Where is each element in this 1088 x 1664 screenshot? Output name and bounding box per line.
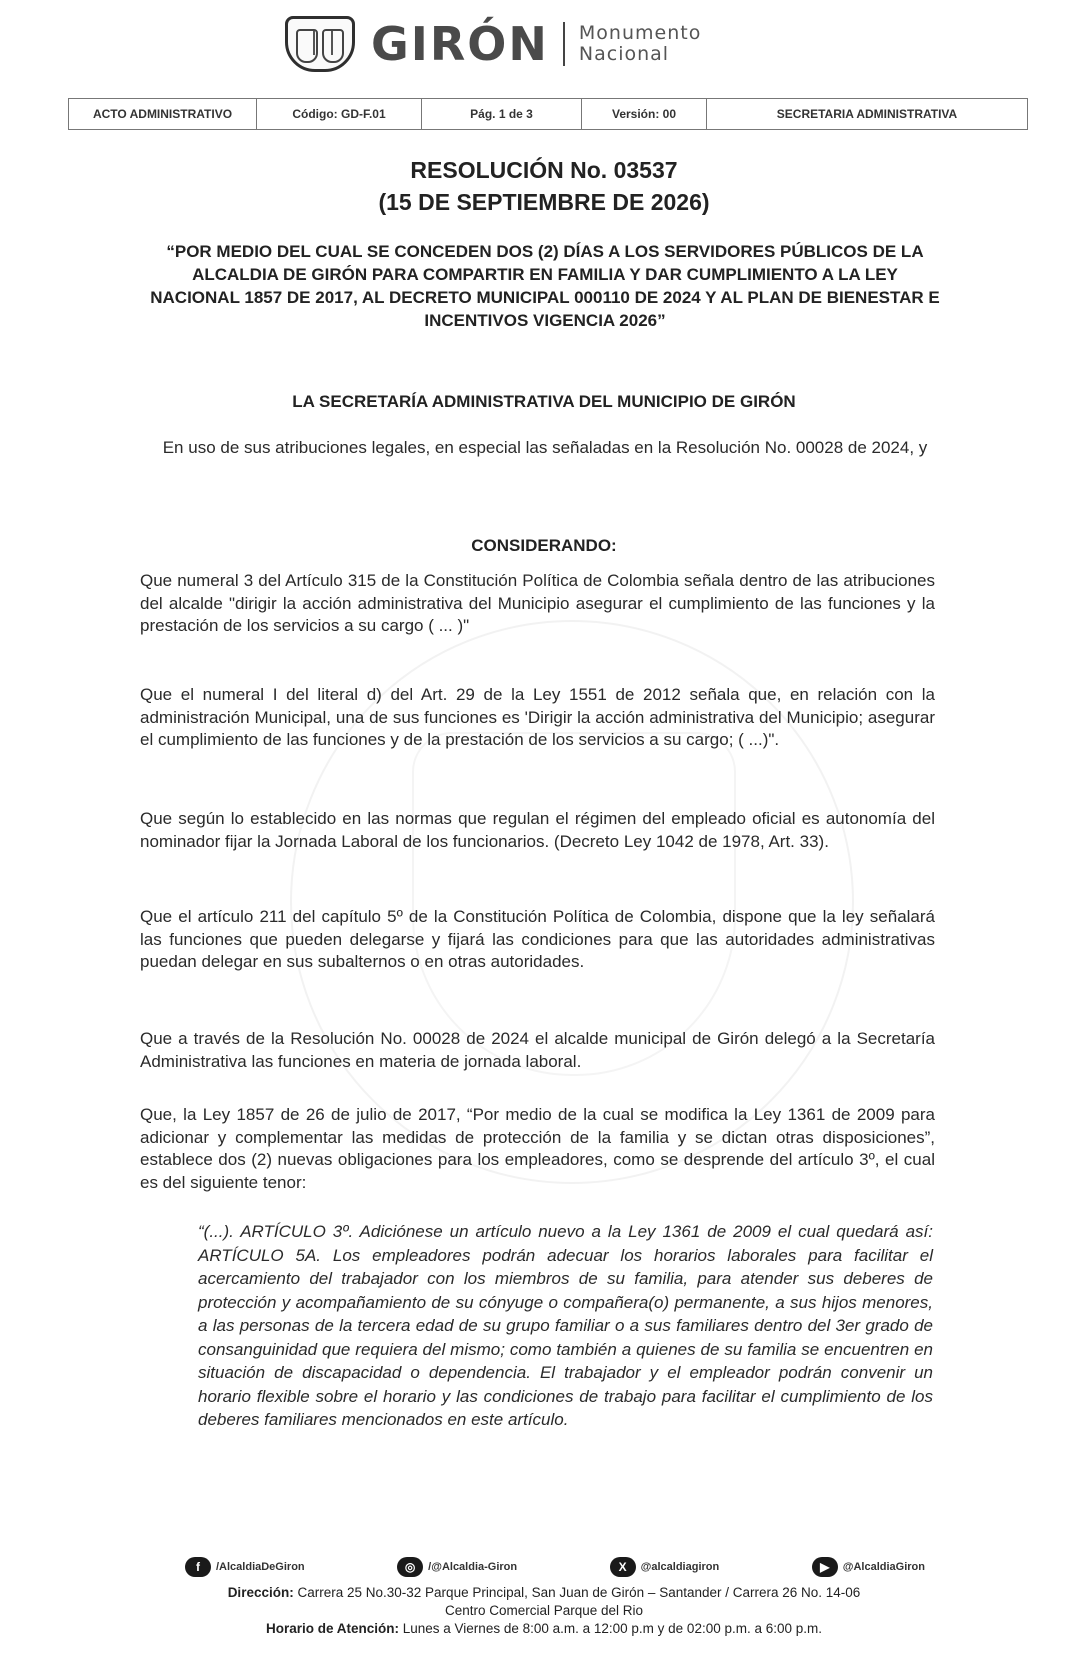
instagram-icon: ◎: [397, 1557, 423, 1577]
considerando-heading: CONSIDERANDO:: [471, 536, 617, 555]
youtube-icon: ▶: [812, 1557, 838, 1577]
paragraph: Que numeral 3 del Artículo 315 de la Constitución Política de Colombia señala dentro de las atribuciones del alcalde "dirigir la acción administrativa del Municipio asegurar el cumplimiento de las funciones y la prestación de los servicios a su cargo ( ... )": [140, 571, 935, 635]
brand-name: GIRÓN: [371, 17, 549, 71]
hours-line: [100, 1620, 988, 1638]
instagram-handle: /@Alcaldia-Giron: [428, 1561, 518, 1573]
youtube-handle: @AlcaldiaGiron: [842, 1561, 925, 1573]
version-cell: Versión: 00: [581, 99, 706, 129]
dependencia-cell: SECRETARIA ADMINISTRATIVA: [706, 99, 1028, 129]
address-line: [100, 1584, 988, 1602]
x-handle: @alcaldiagiron: [640, 1561, 720, 1573]
brand-subtitle-line1: Monumento: [578, 22, 702, 44]
social-instagram[interactable]: [397, 1557, 517, 1577]
legal-powers-statement: En uso de sus atribuciones legales, en especial las señaladas en la Resolución No. 00028 de 2024, y: [162, 438, 928, 457]
facebook-icon: f: [185, 1557, 211, 1577]
header-logo: [285, 14, 701, 74]
codigo-cell: Código: GD-F.01: [256, 99, 421, 129]
paragraph: Que según lo establecido en las normas que regulan el régimen del empleado oficial es autonomía del nominador fijar la Jornada Laboral de los funcionarios. (Decreto Ley 1042 de 1978, Art. 33).: [140, 809, 935, 851]
resolution-date: (15 DE SEPTIEMBRE DE 2026): [378, 189, 710, 215]
brand-subtitle-line2: Nacional: [578, 43, 670, 65]
social-youtube[interactable]: [812, 1557, 925, 1577]
address-line2: Centro Comercial Parque del Rio: [444, 1603, 644, 1618]
brand-divider: [563, 22, 565, 66]
hours-label: Horario de Atención:: [265, 1621, 399, 1636]
acto-cell: ACTO ADMINISTRATIVO: [68, 99, 256, 129]
paragraph: Que el numeral I del literal d) del Art. 29 de la Ley 1551 de 2012 señala que, en relación con la administración Municipal, una de sus funciones es 'Dirigir la acción administrativa del Municipio; asegurar el cumplimiento de las funciones y de la prestación de los servicios a su cargo; ( ...)".: [140, 685, 935, 749]
facebook-handle: /AlcaldiaDeGiron: [216, 1561, 305, 1573]
resolution-number: RESOLUCIÓN No. 03537: [410, 157, 678, 183]
brand-subtitle: [579, 23, 701, 65]
quoted-article: “(...). ARTÍCULO 3º. Adiciónese un artículo nuevo a la Ley 1361 de 2009 el cual quedará así: ARTÍCULO 5A. Los empleadores podrán adecuar los horarios laborales para facilitar el acercamiento del trabajador con los miembros de su familia, para atender sus deberes de protección y acompañamiento de su cónyuge o compañera(o) permanente, a sus hijos menores, a las personas de la tercera edad de su grupo familiar o a sus familiares dentro del 3er grado de consanguinidad que requiera del mismo; como también a quienes de su familia se encuentren en situación de discapacidad o dependencia. El trabajador y el empleador podrán convenir un horario flexible sobre el horario y las condiciones de trabajo para facilitar el cumplimiento de los deberes familiares mencionados en este artículo.: [198, 1222, 933, 1429]
hours-text: Lunes a Viernes de 8:00 a.m. a 12:00 p.m y de 02:00 p.m. a 6:00 p.m.: [402, 1621, 823, 1636]
pagina-cell: Pág. 1 de 3: [421, 99, 581, 129]
social-facebook[interactable]: [185, 1557, 305, 1577]
address-text: Carrera 25 No.30-32 Parque Principal, San Juan de Girón – Santander / Carrera 26 No. 14-06: [297, 1585, 861, 1600]
paragraph: Que el artículo 211 del capítulo 5º de la Constitución Política de Colombia, dispone que la ley señalará las funciones que pueden delegarse y fijará las condiciones para que las autoridades administrativas puedan delegar en sus subalternos o en otras autoridades.: [140, 907, 935, 971]
issuing-entity: LA SECRETARÍA ADMINISTRATIVA DEL MUNICIPIO DE GIRÓN: [292, 392, 796, 411]
social-x[interactable]: [610, 1557, 720, 1577]
paragraph: Que, la Ley 1857 de 26 de julio de 2017, “Por medio de la cual se modifica la Ley 1361 de 2009 para adicionar y complementar las medidas de protección de la familia y se dictan otras disposiciones”, establece dos (2) nuevas obligaciones para los empleadores, como se desprende del artículo 3º, el cual es del siguiente tenor:: [140, 1105, 935, 1192]
coat-of-arms-icon: [285, 16, 355, 72]
address-label: Dirección:: [227, 1585, 294, 1600]
x-icon: X: [610, 1557, 636, 1577]
resolution-title: [0, 154, 1088, 218]
document-control-bar: [68, 98, 1028, 130]
resolution-subject: “POR MEDIO DEL CUAL SE CONCEDEN DOS (2) DÍAS A LOS SERVIDORES PÚBLICOS DE LA ALCALDIA DE GIRÓN PARA COMPARTIR EN FAMILIA Y DAR CUMPLIMIENTO A LA LEY NACIONAL 1857 DE 2017, AL DECRETO MUNICIPAL 000110 DE 2024 Y AL PLAN DE BIENESTAR E INCENTIVOS VIGENCIA 2026”: [150, 242, 940, 330]
footer-address: [100, 1584, 988, 1638]
social-media-bar: [185, 1557, 925, 1577]
paragraph: Que a través de la Resolución No. 00028 de 2024 el alcalde municipal de Girón delegó a la Secretaría Administrativa las funciones en materia de jornada laboral.: [140, 1029, 935, 1071]
